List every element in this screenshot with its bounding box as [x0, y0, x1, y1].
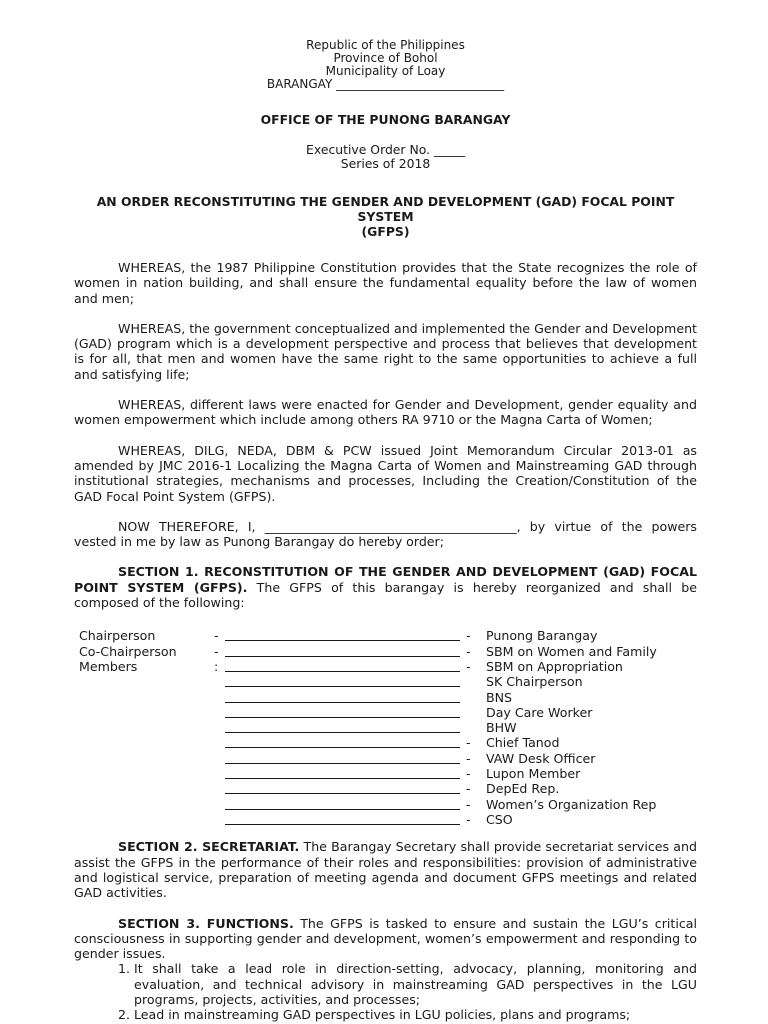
office-title: OFFICE OF THE PUNONG BARANGAY: [260, 112, 511, 127]
roster-dash: -: [466, 766, 471, 782]
roster-name-blank-line[interactable]: [225, 824, 460, 825]
roster-row: [74, 720, 697, 735]
roster-row: [74, 766, 697, 781]
section-2: [74, 839, 697, 900]
function-item-number: 2.: [118, 1007, 131, 1023]
roster-position: Punong Barangay: [486, 628, 598, 644]
roster-dash: -: [466, 658, 471, 674]
whereas-clause-3: WHEREAS, different laws were enacted for Gender and Development, gender equality and women empowerment which include among others RA 9710 or the Magna Carta of Women;: [74, 397, 697, 428]
roster-position: Day Care Worker: [486, 704, 593, 720]
roster-position: SBM on Appropriation: [486, 658, 623, 674]
order-title-line-1: AN ORDER RECONSTITUTING THE GENDER AND DEVELOPMENT (GAD) FOCAL POINT SYSTEM: [96, 194, 675, 224]
roster-row: [74, 628, 697, 643]
whereas-clause-1: WHEREAS, the 1987 Philippine Constitution provides that the State recognizes the role of women in nation building, and shall ensure the fundamental equality before the law of women and men;: [74, 260, 697, 306]
section-3-text: The GFPS is tasked to ensure and sustain the LGU’s critical consciousness in supporting gender and development, women’s empowerment and responding to gender issues.: [74, 915, 697, 962]
whereas-clause-2: WHEREAS, the government conceptualized and implemented the Gender and Development (GAD) program which is a development perspective and process that believes that development is for all, that men and women have the same right to the same opportunities to achieve a full and satisfying life;: [74, 320, 697, 382]
gfps-roster: [74, 628, 697, 827]
roster-position: BHW: [486, 720, 517, 736]
roster-name-blank-line[interactable]: [225, 671, 460, 672]
functions-list: [74, 961, 697, 1022]
roster-position: Lupon Member: [486, 766, 581, 782]
roster-position: VAW Desk Officer: [486, 750, 596, 766]
roster-row: [74, 797, 697, 812]
roster-dash: -: [466, 628, 471, 644]
roster-position: DepEd Rep.: [486, 781, 560, 797]
order-title-line-2: (GFPS): [361, 224, 410, 239]
function-item-text: Lead in mainstreaming GAD perspectives in LGU policies, plans and programs;: [134, 1007, 631, 1023]
roster-row: [74, 644, 697, 659]
province-line: Province of Bohol: [333, 51, 438, 65]
roster-row: [74, 781, 697, 796]
roster-position: BNS: [486, 689, 513, 705]
roster-role: Chairperson: [79, 628, 156, 644]
section-1-text: The GFPS of this barangay is hereby reorganized and shall be composed of the following:: [74, 579, 698, 611]
function-item-text: It shall take a lead role in direction-setting, advocacy, planning, monitoring and evaluation, and technical advisory in mainstreaming GAD perspectives in the LGU programs, projects, activities, and processes;: [134, 961, 697, 1008]
roster-position: Chief Tanod: [486, 735, 560, 751]
roster-position: SBM on Women and Family: [486, 643, 657, 659]
document-page: [74, 39, 697, 1023]
roster-row: [74, 735, 697, 750]
roster-dash: -: [466, 811, 471, 827]
section-1-heading: SECTION 1. RECONSTITUTION OF THE GENDER AND DEVELOPMENT (GAD) FOCAL POINT SYSTEM (GFPS).: [74, 564, 697, 595]
roster-row: [74, 674, 697, 689]
republic-line: Republic of the Philippines: [306, 38, 465, 52]
order-title: [74, 194, 697, 239]
roster-position: SK Chairperson: [486, 674, 583, 690]
roster-name-blank-line[interactable]: [225, 640, 460, 641]
roster-name-blank-line[interactable]: [225, 686, 460, 687]
roster-dash: -: [466, 781, 471, 797]
executive-order-number: Executive Order No. _____: [306, 142, 465, 157]
roster-name-blank-line[interactable]: [225, 747, 460, 748]
roster-name-blank-line[interactable]: [225, 809, 460, 810]
executive-order-block: [74, 143, 697, 171]
roster-separator: :: [214, 658, 219, 674]
municipality-line: Municipality of Loay: [325, 64, 446, 78]
roster-position: CSO: [486, 811, 513, 827]
roster-row: [74, 690, 697, 705]
roster-position: Women’s Organization Rep: [486, 796, 657, 812]
roster-row: [74, 751, 697, 766]
roster-role: Co-Chairperson: [79, 643, 177, 659]
roster-name-blank-line[interactable]: [225, 763, 460, 764]
whereas-clause-4: WHEREAS, DILG, NEDA, DBM & PCW issued Joint Memorandum Circular 2013-01 as amended by JMC 2016-1 Localizing the Magna Carta of Women and Mainstreaming GAD through institutional strategies, mechanisms and processes, Including the Creation/Constitution of the GAD Focal Point System (GFPS).: [74, 442, 697, 504]
roster-row: [74, 705, 697, 720]
roster-role: Members: [79, 658, 138, 674]
roster-dash: -: [466, 643, 471, 659]
section-2-text: The Barangay Secretary shall provide secretariat services and assist the GFPS in the performance of their roles and responsibilities: provision of administrative and logistical service, preparation of meeting agenda and document GFPS meetings and related GAD activities.: [74, 839, 697, 901]
roster-name-blank-line[interactable]: [225, 793, 460, 794]
now-therefore-clause: NOW THEREFORE, I, ________________________________________, by virtue of the powers vested in me by law as Punong Barangay do hereby order;: [74, 518, 697, 550]
roster-dash: -: [466, 735, 471, 751]
roster-name-blank-line[interactable]: [225, 702, 460, 703]
roster-name-blank-line[interactable]: [225, 656, 460, 657]
roster-name-blank-line[interactable]: [225, 732, 460, 733]
roster-separator: -: [214, 628, 219, 644]
roster-dash: -: [466, 796, 471, 812]
roster-row: [74, 812, 697, 827]
roster-dash: -: [466, 750, 471, 766]
section-1: [74, 564, 697, 610]
function-item: [74, 961, 697, 1007]
section-2-heading: SECTION 2. SECRETARIAT.: [118, 839, 300, 855]
function-item: [74, 1007, 697, 1022]
section-3: [74, 916, 697, 962]
series-year: Series of 2018: [340, 156, 431, 171]
roster-separator: -: [214, 643, 219, 659]
roster-name-blank-line[interactable]: [225, 717, 460, 718]
roster-name-blank-line[interactable]: [225, 778, 460, 779]
roster-row: [74, 659, 697, 674]
letterhead: [74, 39, 697, 91]
barangay-line: BARANGAY ____________________________: [266, 77, 505, 91]
section-3-heading: SECTION 3. FUNCTIONS.: [118, 915, 294, 931]
function-item-number: 1.: [118, 961, 131, 977]
